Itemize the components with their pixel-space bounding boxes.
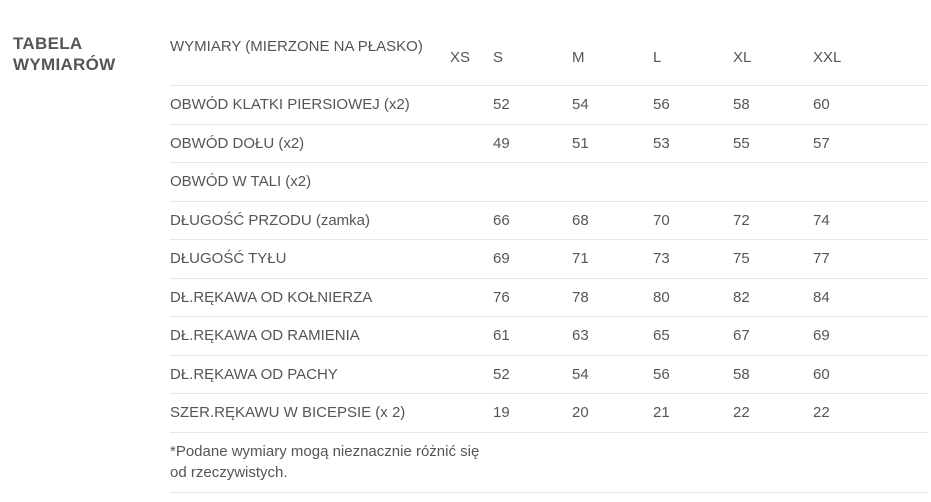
cell-m: 54 [572, 365, 589, 383]
table-row [170, 317, 928, 356]
cell-xs [450, 355, 493, 394]
cell-s: 66 [493, 211, 510, 229]
cell-s: 52 [493, 365, 510, 383]
table-row [170, 240, 928, 279]
header-size-xl: XL [733, 49, 752, 66]
cell-s: 19 [493, 404, 510, 422]
cell-xs [450, 394, 493, 433]
cell-s: 69 [493, 250, 510, 268]
header-row [170, 30, 928, 86]
cell-xs [450, 163, 493, 202]
cell-m: 51 [572, 134, 589, 152]
cell-xxl: 57 [813, 134, 830, 152]
cell-xl: 82 [733, 288, 750, 306]
note-filler [572, 432, 653, 492]
cell-xs [450, 240, 493, 279]
note-filler [493, 432, 572, 492]
row-label: DŁ.RĘKAWA OD KOŁNIERZA [170, 288, 373, 306]
note-row [170, 432, 928, 492]
table-row [170, 163, 928, 202]
cell-xs [450, 278, 493, 317]
row-label: DŁUGOŚĆ TYŁU [170, 250, 287, 268]
cell-xxl: 69 [813, 327, 830, 345]
table-row [170, 394, 928, 433]
row-label: DŁUGOŚĆ PRZODU (zamka) [170, 211, 371, 229]
table-row [170, 124, 928, 163]
header-size-m: M [572, 49, 585, 66]
header-size-s: S [493, 49, 504, 66]
cell-xl: 75 [733, 250, 750, 268]
row-label: DŁ.RĘKAWA OD RAMIENIA [170, 327, 360, 345]
cell-xl [733, 163, 813, 202]
cell-xl: 22 [733, 404, 750, 422]
cell-l: 70 [653, 211, 670, 229]
row-label: SZER.RĘKAWU W BICEPSIE (x 2) [170, 404, 406, 422]
cell-xxl: 84 [813, 288, 830, 306]
cell-l: 65 [653, 327, 670, 345]
cell-xl: 58 [733, 365, 750, 383]
cell-m: 71 [572, 250, 589, 268]
note-filler [813, 432, 928, 492]
row-label: OBWÓD KLATKI PIERSIOWEJ (x2) [170, 96, 410, 114]
note-filler [733, 432, 813, 492]
cell-xxl: 74 [813, 211, 830, 229]
cell-m: 54 [572, 96, 589, 114]
row-label: OBWÓD W TALI (x2) [170, 173, 312, 191]
row-label: DŁ.RĘKAWA OD PACHY [170, 365, 338, 383]
cell-xxl: 60 [813, 96, 830, 114]
cell-xs [450, 317, 493, 356]
cell-xs [450, 124, 493, 163]
table-end-rule [170, 492, 928, 494]
end-rule-cell [170, 492, 928, 494]
table-row [170, 355, 928, 394]
cell-l: 21 [653, 404, 670, 422]
cell-s: 52 [493, 96, 510, 114]
cell-xs [450, 86, 493, 125]
cell-l: 56 [653, 96, 670, 114]
cell-m: 20 [572, 404, 589, 422]
cell-s: 61 [493, 327, 510, 345]
table-row [170, 201, 928, 240]
table-row [170, 278, 928, 317]
title-line-1: TABELA [13, 34, 83, 53]
cell-l: 73 [653, 250, 670, 268]
size-table [170, 30, 928, 494]
cell-xxl: 22 [813, 404, 830, 422]
header-size-xs: XS [450, 49, 471, 66]
header-size-xxl: XXL [813, 49, 842, 66]
cell-l: 53 [653, 134, 670, 152]
cell-m [572, 163, 653, 202]
size-table-title [13, 33, 163, 75]
cell-l: 56 [653, 365, 670, 383]
header-label: WYMIARY (MIERZONE NA PŁASKO) [170, 38, 423, 55]
cell-m: 63 [572, 327, 589, 345]
cell-xs [450, 201, 493, 240]
cell-l: 80 [653, 288, 670, 306]
cell-xl: 55 [733, 134, 750, 152]
cell-xl: 72 [733, 211, 750, 229]
cell-l [653, 163, 733, 202]
cell-s [493, 163, 572, 202]
cell-s: 49 [493, 134, 510, 152]
cell-m: 68 [572, 211, 589, 229]
table-row [170, 86, 928, 125]
cell-m: 78 [572, 288, 589, 306]
title-line-2: WYMIARÓW [13, 55, 116, 74]
cell-s: 76 [493, 288, 510, 306]
cell-xxl: 60 [813, 365, 830, 383]
header-size-l: L [653, 49, 662, 66]
cell-xl: 58 [733, 96, 750, 114]
note-filler [653, 432, 733, 492]
cell-xl: 67 [733, 327, 750, 345]
cell-xxl: 77 [813, 250, 830, 268]
cell-xxl [813, 163, 928, 202]
footnote: *Podane wymiary mogą nieznacznie różnić się od rzeczywistych. [170, 443, 480, 481]
row-label: OBWÓD DOŁU (x2) [170, 134, 305, 152]
